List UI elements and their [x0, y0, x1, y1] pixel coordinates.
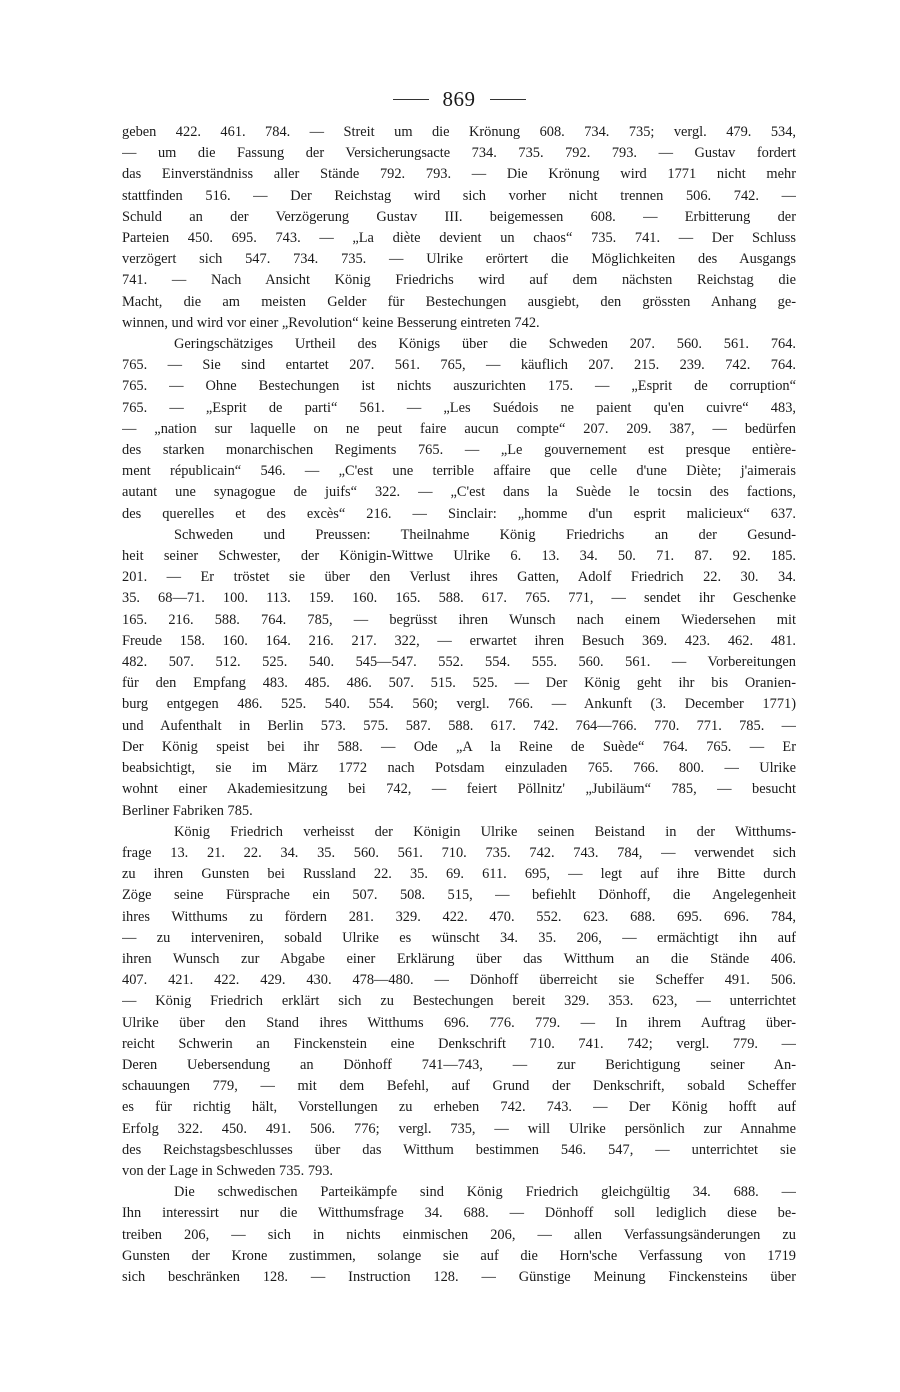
- text-line: Schuld an der Verzögerung Gustav III. beigemessen 608. — Erbitterung der: [122, 208, 796, 225]
- text-line: — zu interveniren, sobald Ulrike es wünscht 34. 35. 206, — ermächtigt ihn auf: [122, 929, 796, 946]
- text-line: — König Friedrich erklärt sich zu Bestechungen bereit 329. 353. 623, — unterrichtet: [122, 993, 796, 1010]
- text-line: beabsichtigt, sie im März 1772 nach Potsdam einzuladen 765. 766. 800. — Ulrike: [122, 760, 796, 777]
- text-line: 201. — Er tröstet sie über den Verlust ihres Gatten, Adolf Friedrich 22. 30. 34.: [122, 569, 796, 586]
- text-line: 482. 507. 512. 525. 540. 545—547. 552. 554. 555. 560. 561. — Vorbereitungen: [122, 654, 796, 671]
- text-line: für den Empfang 483. 485. 486. 507. 515. 525. — Der König geht ihr bis Oranien-: [122, 675, 796, 692]
- text-line: des starken monarchischen Regiments 765. — „Le gouvernement est presque entière-: [122, 442, 796, 459]
- index-text-body: [122, 122, 796, 1288]
- header-rule-right: [490, 99, 526, 100]
- text-line: geben 422. 461. 784. — Streit um die Krönung 608. 734. 735; vergl. 479. 534,: [122, 124, 796, 140]
- text-line: schauungen 779, — mit dem Befehl, auf Grund der Denkschrift, sobald Scheffer: [122, 1078, 796, 1095]
- text-line: des Reichstagsbeschlusses über das Witthum bestimmen 546. 547, — unterrichtet sie: [122, 1141, 796, 1158]
- text-line: stattfinden 516. — Der Reichstag wird sich vorher nicht trennen 506. 742. —: [122, 187, 796, 204]
- text-line: 765. — „Esprit de parti“ 561. — „Les Suédois ne paient qu'en cuivre“ 483,: [122, 399, 796, 416]
- text-line: wohnt einer Akademiesitzung bei 742, — feiert Pöllnitz' „Jubiläum“ 785, — besucht: [122, 781, 796, 798]
- text-line: 741. — Nach Ansicht König Friedrichs wird auf dem nächsten Reichstag die: [122, 272, 796, 289]
- text-line: heit seiner Schwester, der Königin-Wittwe Ulrike 6. 13. 34. 50. 71. 87. 92. 185.: [122, 548, 796, 565]
- book-page: [122, 80, 796, 1288]
- text-line: Der König speist bei ihr 588. — Ode „A la Reine de Suède“ 764. 765. — Er: [122, 738, 796, 755]
- text-line: Die schwedischen Parteikämpfe sind König Friedrich gleichgültig 34. 688. —: [174, 1184, 796, 1201]
- text-line: 35. 68—71. 100. 113. 159. 160. 165. 588. 617. 765. 771, — sendet ihr Geschenke: [122, 590, 796, 607]
- text-line: ment républicain“ 546. — „C'est une terrible affaire que celle d'une Diète; j'aimerais: [122, 463, 796, 480]
- text-line: Macht, die am meisten Gelder für Bestechungen ausgiebt, den grössten Anhang ge-: [122, 293, 796, 310]
- text-line: Schweden und Preussen: Theilnahme König Friedrichs an der Gesund-: [174, 526, 796, 543]
- text-line: 765. — Ohne Bestechungen ist nichts auszurichten 175. — „Esprit de corruption“: [122, 378, 796, 395]
- text-line: Parteien 450. 695. 743. — „La diète devient un chaos“ 735. 741. — Der Schluss: [122, 230, 796, 247]
- text-line: Freude 158. 160. 164. 216. 217. 322, — erwartet ihren Besuch 369. 423. 462. 481.: [122, 632, 796, 649]
- text-line: ihren Wunsch zur Abgabe einer Erklärung über das Witthum an die Stände 406.: [122, 950, 796, 967]
- text-line: treiben 206, — sich in nichts einmischen 206, — allen Verfassungsänderungen zu: [122, 1226, 796, 1243]
- text-line: König Friedrich verheisst der Königin Ulrike seinen Beistand in der Witthums-: [174, 823, 796, 840]
- text-line: es für richtig hält, Vorstellungen zu erheben 742. 743. — Der König hofft auf: [122, 1099, 796, 1116]
- text-line: des querelles et des excès“ 216. — Sinclair: „homme d'un esprit malicieux“ 637.: [122, 505, 796, 522]
- text-line: Ihn interessirt nur die Witthumsfrage 34. 688. — Dönhoff soll lediglich diese be-: [122, 1205, 796, 1222]
- text-line: und Aufenthalt in Berlin 573. 575. 587. 588. 617. 742. 764—766. 770. 771. 785. —: [122, 717, 796, 734]
- text-line: Geringschätziges Urtheil des Königs über die Schweden 207. 560. 561. 764.: [174, 336, 796, 353]
- text-line: Deren Uebersendung an Dönhoff 741—743, — zur Berichtigung seiner An-: [122, 1056, 796, 1073]
- header-rule-left: [393, 99, 429, 100]
- text-line: verzögert sich 547. 734. 735. — Ulrike erörtert die Möglichkeiten des Ausgangs: [122, 251, 796, 268]
- text-line: ihres Witthums zu fördern 281. 329. 422. 470. 552. 623. 688. 695. 696. 784,: [122, 908, 796, 925]
- text-line: frage 13. 21. 22. 34. 35. 560. 561. 710. 735. 742. 743. 784, — verwendet sich: [122, 844, 796, 861]
- text-line: Ulrike über den Stand ihres Witthums 696. 776. 779. — In ihrem Auftrag über-: [122, 1014, 796, 1031]
- text-line: Zöge seine Fürsprache ein 507. 508. 515, — befiehlt Dönhoff, die Angelegenheit: [122, 887, 796, 904]
- text-line: reicht Schwerin an Finckenstein eine Denkschrift 710. 741. 742; vergl. 779. —: [122, 1035, 796, 1052]
- text-line: 765. — Sie sind entartet 207. 561. 765, — käuflich 207. 215. 239. 742. 764.: [122, 357, 796, 374]
- text-line: — um die Fassung der Versicherungsacte 734. 735. 792. 793. — Gustav fordert: [122, 145, 796, 162]
- text-line: 407. 421. 422. 429. 430. 478—480. — Dönhoff überreicht sie Scheffer 491. 506.: [122, 972, 796, 989]
- text-line: sich beschränken 128. — Instruction 128. — Günstige Meinung Finckensteins über: [122, 1268, 796, 1285]
- page-header: [122, 80, 796, 118]
- text-line: zu ihren Gunsten bei Russland 22. 35. 69. 611. 695, — legt auf ihre Bitte durch: [122, 866, 796, 883]
- text-line: burg entgegen 486. 525. 540. 554. 560; vergl. 766. — Ankunft (3. December 1771): [122, 696, 796, 713]
- text-line: Gunsten der Krone zustimmen, solange sie auf die Horn'sche Verfassung von 1719: [122, 1247, 796, 1264]
- page-number: 869: [442, 86, 476, 111]
- text-line: Berliner Fabriken 785.: [122, 802, 253, 819]
- text-line: Erfolg 322. 450. 491. 506. 776; vergl. 735, — will Ulrike persönlich zur Annahme: [122, 1120, 796, 1137]
- text-line: das Einverständniss aller Stände 792. 793. — Die Krönung wird 1771 nicht mehr: [122, 166, 796, 183]
- text-line: von der Lage in Schweden 735. 793.: [122, 1162, 334, 1179]
- text-line: winnen, und wird vor einer „Revolution“ keine Besserung eintreten 742.: [122, 314, 540, 331]
- text-line: autant une synagogue de juifs“ 322. — „C'est dans la Suède le tocsin des factions,: [122, 484, 796, 501]
- text-line: 165. 216. 588. 764. 785, — begrüsst ihren Wunsch nach einem Wiedersehen mit: [122, 611, 796, 628]
- text-line: — „nation sur laquelle on ne peut faire aucun compte“ 207. 209. 387, — bedürfen: [122, 420, 796, 437]
